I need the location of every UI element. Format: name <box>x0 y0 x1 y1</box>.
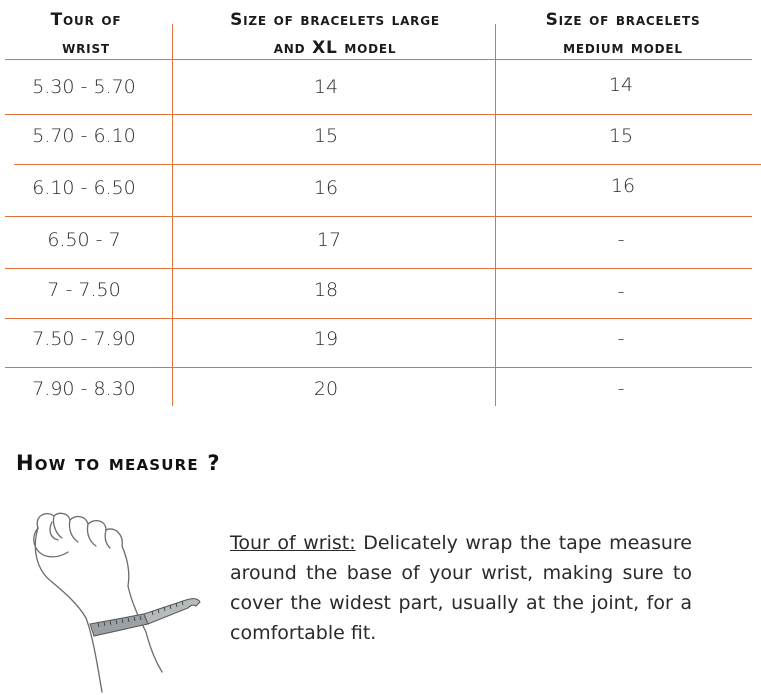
wrist-size-cell: 7 - 7.50 <box>47 279 121 301</box>
column-header-medium-line-2: medium model <box>563 38 683 58</box>
large-xl-size-cell: 18 <box>313 279 339 301</box>
wrist-size-cell: 5.30 - 5.70 <box>32 76 136 98</box>
wrist-size-cell: 6.10 - 6.50 <box>32 177 136 199</box>
wrist-measuring-tape-icon <box>28 508 204 694</box>
large-xl-size-cell: 20 <box>313 378 339 400</box>
large-xl-size-cell: 15 <box>313 125 339 147</box>
row-divider <box>5 318 752 319</box>
column-header-wrist-line-2: wrist <box>62 38 110 58</box>
medium-size-cell: - <box>617 229 625 251</box>
row-divider <box>5 268 752 269</box>
column-header-medium <box>498 6 748 62</box>
medium-size-cell: - <box>617 328 625 350</box>
medium-size-cell: 14 <box>608 74 634 96</box>
column-header-large-xl-line-2: and XL model <box>273 38 397 58</box>
large-xl-size-cell: 14 <box>313 76 339 98</box>
column-header-large-xl <box>176 6 494 62</box>
measure-text: Delicately wrap the tape measure around the base of your wrist, making sure to cover the widest part, usually at the joint, for a comfortable fit. <box>230 532 692 644</box>
medium-size-cell: - <box>617 281 625 303</box>
row-divider <box>5 114 752 115</box>
column-header-medium-line-1: Size of bracelets <box>545 10 701 30</box>
large-xl-size-cell: 16 <box>313 177 339 199</box>
row-divider <box>5 216 752 217</box>
column-divider-2 <box>495 24 496 406</box>
row-divider <box>5 367 752 368</box>
wrist-size-cell: 5.70 - 6.10 <box>32 125 136 147</box>
medium-size-cell: - <box>617 378 625 400</box>
column-divider-1 <box>172 24 173 406</box>
large-xl-size-cell: 19 <box>313 328 339 350</box>
column-header-large-xl-line-1: Size of bracelets large <box>230 10 440 30</box>
measure-term: Tour of wrist: <box>230 532 356 554</box>
how-to-measure-title: How to measure ? <box>16 451 221 475</box>
wrist-size-cell: 7.50 - 7.90 <box>32 328 136 350</box>
measure-instructions <box>230 528 692 648</box>
row-divider <box>5 59 752 60</box>
wrist-size-cell: 7.90 - 8.30 <box>32 378 136 400</box>
medium-size-cell: 16 <box>610 175 636 197</box>
row-divider <box>14 164 761 165</box>
wrist-size-cell: 6.50 - 7 <box>47 229 121 251</box>
column-header-wrist-line-1: Tour of <box>50 10 122 30</box>
column-header-wrist <box>0 6 172 62</box>
large-xl-size-cell: 17 <box>316 229 342 251</box>
medium-size-cell: 15 <box>608 125 634 147</box>
